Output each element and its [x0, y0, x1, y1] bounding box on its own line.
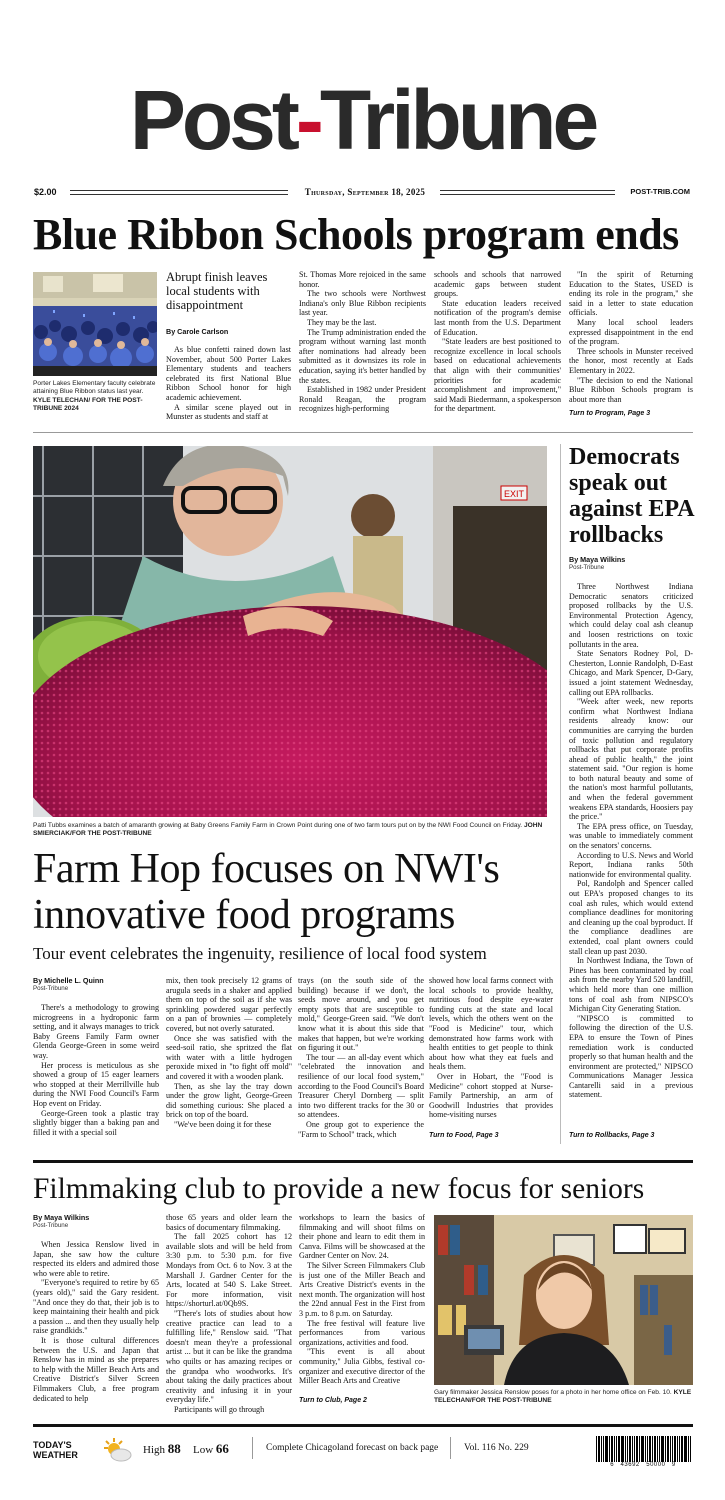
- partly-sunny-icon: [100, 1436, 134, 1464]
- barcode-bar: [645, 1436, 646, 1462]
- farm-hop-col2: [166, 976, 292, 1130]
- barcode-bar: [661, 1436, 664, 1462]
- farm-hop-jump[interactable]: Turn to Food, Page 3: [429, 1132, 499, 1139]
- renslow-caption-text: Gary filmmaker Jessica Renslow poses for a photo in her home office on Feb. 10.: [434, 1389, 672, 1396]
- epa-jump[interactable]: Turn to Rollbacks, Page 3: [569, 1132, 655, 1139]
- paragraph: "State leaders are best positioned to recognize excellence in local schools based on educational achievements that align with their communities' priorities for academic accomplishment and improvement," said Madi Biedermann, a spokesperson for the department.: [434, 337, 561, 414]
- paragraph: Three Northwest Indiana Democratic senators criticized proposed rollbacks by the U.S. Environmental Protection Agency, which could delay coal ash cleanup and loosen restrictions on toxic pollutants in the area.: [569, 582, 693, 649]
- barcode-bar: [659, 1436, 660, 1462]
- film-jump[interactable]: Turn to Club, Page 2: [299, 1397, 367, 1404]
- barcode-bar: [605, 1436, 608, 1462]
- blue-ribbon-col4: [569, 270, 693, 404]
- paragraph: When Jessica Renslow lived in Japan, she saw how the culture respected its elders and admired those who were able to retire.: [33, 1240, 159, 1278]
- paragraph: workshops to learn the basics of filmmaking and will shoot films on their phone and learn to edit them in Canva. Films will be showcased at the Gardner Center on Nov. 24.: [299, 1213, 425, 1261]
- porter-lakes-credit: KYLE TELECHAN/ FOR THE POST-TRIBUNE 2024: [33, 396, 143, 413]
- high-temp-block: [143, 1441, 181, 1457]
- footer-divider: [450, 1437, 451, 1459]
- paragraph: Then, as she lay the tray down under the grow light, George-Green did something curious: She placed a brick on top of the board.: [166, 1081, 292, 1120]
- porter-lakes-caption-text: Porter Lakes Elementary faculty celebrate attaining Blue Ribbon status last year.: [33, 380, 156, 396]
- barcode-bar: [652, 1436, 653, 1462]
- paragraph: As blue confetti rained down last November, about 500 Porter Lakes Elementary students and teachers celebrated its first National Blue Ribbon School honor for high academic achievement.: [166, 345, 291, 402]
- paragraph: Over in Hobart, the "Food is Medicine" cohort stopped at Nurse-Family Partnership, an arm of Goodwill Industries that provides home-visiting nurses: [429, 1071, 553, 1120]
- paragraph: The two schools were Northwest Indiana's only Blue Ribbon recipients last year.: [299, 289, 426, 318]
- barcode-bar: [629, 1436, 631, 1462]
- film-byline: By Maya Wilkins: [33, 1213, 90, 1222]
- dateline-rule-left: [70, 190, 288, 195]
- farm-hop-byline-block: [33, 976, 104, 992]
- paragraph: It is those cultural differences between the U.S. and Japan that Renslow has in mind as she prepares to help with the Miller Beach Arts and Creative District's Silver Screen Filmmakers Club, a free program dedicated to help: [33, 1335, 159, 1403]
- farm-hop-byline-org: Post-Tribune: [33, 985, 69, 992]
- epa-headline[interactable]: Democrats speak out against EPA rollbacks: [569, 444, 694, 548]
- barcode-bar: [681, 1436, 683, 1462]
- paragraph: schools and schools that narrowed academic gaps between student groups.: [434, 270, 561, 299]
- paragraph: State Senators Rodney Pol, D-Chesterton, Lonnie Randolph, D-East Chicago, and Mark Spencer, D-Gary, issued a joint statement Wednesday, calling out EPA rollbacks.: [569, 649, 693, 697]
- forecast-note[interactable]: Complete Chicagoland forecast on back page: [266, 1443, 439, 1453]
- paragraph: There's a methodology to growing microgreens in a hydroponic farm setting, and it always manages to trick Baby Greens Family Farm owner Glenda George-Green in some weird way.: [33, 1003, 159, 1060]
- film-top-rule: [33, 1160, 693, 1163]
- low-label: Low: [193, 1444, 214, 1456]
- weather-label-line2: WEATHER: [33, 1450, 78, 1460]
- paragraph: those 65 years and older learn the basics of documentary filmmaking.: [166, 1213, 292, 1232]
- farm-hop-col4: [429, 976, 553, 1120]
- paragraph: "In the spirit of Returning Education to the States, USED is ending its role in the program," she said in a letter to state education officials.: [569, 270, 693, 318]
- film-col2: [166, 1213, 292, 1414]
- rail-divider: [560, 444, 561, 1144]
- film-byline-block: [33, 1213, 89, 1229]
- barcode-bar: [609, 1436, 610, 1462]
- epa-byline: By Maya Wilkins: [569, 555, 626, 564]
- paragraph: The EPA press office, on Tuesday, was unable to immediately comment on the senators' concerns.: [569, 821, 693, 851]
- barcode-bar: [647, 1436, 648, 1462]
- paragraph: The tour — an all-day event which "celebrated the innovation and resilience of our local food system," according to the Food Council's Board Treasurer Cheryl Dornberg — split into two different tracks for the 30 or so attendees.: [298, 1052, 424, 1120]
- paragraph: Once she was satisfied with the seed-soil ratio, she spritzed the flat with water with a little hydrogen peroxide mixed in "to fight off mold" and covered it with a wooden plank.: [166, 1033, 292, 1081]
- barcode-bar: [614, 1436, 615, 1462]
- masthead-title-part2: Tribune: [319, 73, 596, 167]
- paragraph: George-Green took a plastic tray slightly bigger than a baking pan and filled it with a special soil: [33, 1108, 159, 1137]
- renslow-caption: [434, 1389, 693, 1406]
- paragraph: State education leaders received notification of the program's demise last month from the U.S. Department of Education.: [434, 298, 561, 337]
- barcode-bar: [601, 1436, 602, 1462]
- blue-ribbon-col2: [299, 270, 426, 414]
- renslow-photo: [434, 1215, 693, 1385]
- barcode-bar: [627, 1436, 628, 1462]
- barcode-bar: [636, 1436, 638, 1462]
- barcode-bar: [611, 1436, 613, 1462]
- barcode-bar: [639, 1436, 640, 1462]
- barcode-bar: [621, 1436, 624, 1462]
- barcode-bar: [665, 1436, 666, 1462]
- farm-hop-headline[interactable]: Farm Hop focuses on NWI's innovative food programs: [33, 846, 500, 938]
- barcode-bar: [596, 1436, 597, 1462]
- paragraph: showed how local farms connect with local schools to provide healthy, nutritious food despite eye-water funding cuts at the state and local levels, which the others went on the "Food is Medicine" tour, which demonstrated how farms work with health entities to get people to think about how what they eat fuels and heals them.: [429, 976, 553, 1072]
- paragraph: According to U.S. News and World Report, Indiana ranks 50th nationwide for environmental quality.: [569, 850, 693, 879]
- issue-date: Thursday, September 18, 2025: [304, 187, 426, 197]
- footer-divider: [252, 1437, 253, 1459]
- barcode-bar: [672, 1436, 673, 1462]
- paragraph: "Everyone's required to retire by 65 (years old)," said the Gary resident. "And once they do that, their job is to keep maintaining their health and pick a passion ... and then they usually help raise grandkids.": [33, 1278, 159, 1336]
- paragraph: Participants will go through: [174, 1404, 265, 1414]
- barcode-bar: [674, 1436, 676, 1462]
- barcode-bar: [641, 1436, 644, 1462]
- barcode-bar: [603, 1436, 604, 1462]
- amaranth-caption-text: Patti Tubbs examines a batch of amaranth growing at Baby Greens Family Farm in Crown Point during one of two farm tours put on by the NWI Food Council on Friday.: [33, 822, 523, 829]
- paragraph: A similar scene played out in Munster as students and staff at: [166, 402, 291, 422]
- paragraph: Established in 1982 under President Ronald Reagan, the program recognizes high-performing: [299, 385, 426, 414]
- film-col3: [299, 1213, 425, 1386]
- paragraph: Three schools in Munster received the honor, most recently at Eads Elementary in 2022.: [569, 346, 693, 375]
- price: $2.00: [34, 187, 57, 197]
- barcode-digits: 6 43692 50000 9: [610, 1462, 676, 1468]
- barcode-bar: [677, 1436, 678, 1462]
- website[interactable]: POST-TRIB.COM: [630, 187, 690, 196]
- low-temp: 66: [215, 1441, 229, 1456]
- volume-number: Vol. 116 No. 229: [464, 1443, 529, 1453]
- paragraph: "NIPSCO is committed to following the direction of the U.S. EPA to ensure the Town of Pines remediation work is conducted properly so that human health and the environment are protected," NIPSCO Communications Manager Jessica Cantarelli said in a previous statement.: [569, 1013, 693, 1100]
- barcode-bar: [667, 1436, 669, 1462]
- barcode-bar: [618, 1436, 620, 1462]
- dateline-rule-right: [440, 190, 615, 195]
- barcode-bar: [632, 1436, 633, 1462]
- barcode-bar: [598, 1436, 600, 1462]
- paragraph: "The decision to end the National Blue Ribbon Schools program is about more than: [569, 375, 693, 404]
- paragraph: They may be the last.: [307, 317, 377, 327]
- paragraph: "There's lots of studies about how creative practice can lead to a fulfilling life," Renslow said. "That doesn't mean they're a professional artist ... but it can be like the grandma who quilts or has amazing recipes or the grandpa who woodworks. It's about taking the daily practices about creativity and infusing it in your everyday life.": [166, 1308, 292, 1405]
- renslow-credit: KYLE TELECHAN/FOR THE POST-TRIBUNE: [434, 1389, 692, 1405]
- porter-lakes-caption: [33, 380, 159, 414]
- farm-hop-col3: [298, 976, 424, 1139]
- masthead-title-part1: Post: [129, 73, 296, 167]
- blue-ribbon-byline: By Carole Carlson: [166, 327, 229, 336]
- blue-ribbon-jump[interactable]: Turn to Program, Page 3: [569, 410, 651, 417]
- barcode: [596, 1436, 693, 1462]
- barcode-bar: [616, 1436, 617, 1462]
- paragraph: trays (on the south side of the building) because if we don't, the seeds move around, and you get empty spots that are susceptible to mold," George-Green said. "We don't know what it is about this side that makes that happen, but we're working on figuring it out.": [298, 976, 424, 1053]
- weather-label: [33, 1440, 78, 1460]
- masthead-dash: -: [295, 73, 320, 167]
- high-label: High: [143, 1444, 165, 1456]
- barcode-bar: [649, 1436, 651, 1462]
- barcode-bar: [688, 1436, 689, 1462]
- paragraph: The Trump administration ended the program without warning last month after nominations had already been submitted as it downsizes its role in education, saying it's better handled by the states.: [299, 327, 426, 385]
- farm-hop-byline: By Michelle L. Quinn: [33, 976, 104, 985]
- farm-hop-deck: Tour event celebrates the ingenuity, resilience of local food system: [33, 944, 487, 963]
- section-divider: [33, 432, 693, 433]
- paragraph: Her process is meticulous as she showed a group of 15 eager learners who stopped at their Merrillville hub during the NWI Food Council's Farm Hop event on Friday.: [33, 1060, 159, 1108]
- film-col1: [33, 1240, 159, 1403]
- exit-sign-text: EXIT: [503, 489, 525, 499]
- weather-label-line1: TODAY'S: [33, 1440, 72, 1450]
- paragraph: "Week after week, new reports confirm what Northwest Indiana residents already know: our communities are carrying the burden of toxic pollution and regulatory rollbacks that put corporate profits ahead of public health," the joint statement said. "Our region is home to both natural beauty and some of the nation's most harmful pollutants, and when the federal government weakens EPA standards, Hoosiers pay the price.": [569, 697, 693, 822]
- high-temp: 88: [167, 1441, 181, 1456]
- footer-top-rule: [33, 1424, 693, 1427]
- epa-byline-block: [569, 555, 625, 571]
- barcode-bar: [690, 1436, 691, 1462]
- paragraph: Many local school leaders expressed disappointment in the end of the program.: [569, 317, 693, 347]
- amaranth-caption: [33, 822, 547, 839]
- paragraph: One group got to experience the "Farm to School" track, which: [298, 1119, 424, 1139]
- barcode-bar: [634, 1436, 635, 1462]
- barcode-bar: [684, 1436, 687, 1462]
- paragraph: The fall 2025 cohort has 12 available slots and will be held from 3:30 p.m. to 5:30 p.m. for five Mondays from Oct. 6 to Nov. 3 at the Marshall J. Gardner Center for the Arts, located at 540 S. Lake Street. For more information, visit https://shorturl.at/0Qb9S.: [166, 1232, 292, 1309]
- paragraph: "This event is all about community," Julia Gibbs, festival co-organizer and executive director of the Miller Beach Arts and Creative: [299, 1347, 425, 1386]
- masthead-logo: [0, 73, 725, 167]
- porter-lakes-photo: [33, 272, 157, 376]
- amaranth-photo: [33, 446, 547, 817]
- barcode-bar: [657, 1436, 658, 1462]
- epa-body: [569, 582, 693, 1100]
- paragraph: "We've been doing it for these: [174, 1119, 272, 1129]
- film-headline[interactable]: Filmmaking club to provide a new focus for seniors: [33, 1173, 645, 1205]
- barcode-bar: [670, 1436, 671, 1462]
- blue-ribbon-headline[interactable]: Blue Ribbon Schools program ends: [33, 210, 679, 259]
- paragraph: Pol, Randolph and Spencer called out EPA's proposed changes to its coal ash rules, which would extend compliance deadlines for monitoring and cleaning up the coal byproduct. If the compliance deadlines are extended, coal plant owners could stall clean up past 2030.: [569, 879, 693, 956]
- epa-byline-org: Post-Tribune: [569, 564, 605, 571]
- film-byline-org: Post-Tribune: [33, 1222, 69, 1229]
- low-temp-block: [193, 1441, 229, 1457]
- barcode-bar: [625, 1436, 626, 1462]
- amaranth-credit: JOHN SMIERCIAK/FOR THE POST-TRIBUNE: [33, 822, 543, 838]
- blue-ribbon-col1: [166, 345, 291, 422]
- barcode-bar: [654, 1436, 656, 1462]
- paragraph: In Northwest Indiana, the Town of Pines has been contaminated by coal ash from the nearby Yard 520 landfill, which held more than one million tons of coal ash from NIPSCO's Michigan City Generating Station.: [569, 956, 693, 1014]
- paragraph: mix, then took precisely 12 grams of arugula seeds in a shaker and applied them on top of the soil as if she was sprinkling powdered sugar perfectly on a pan of brownies — completely covered, but not overly saturated.: [166, 976, 292, 1033]
- paragraph: St. Thomas More rejoiced in the same honor.: [299, 270, 426, 289]
- paragraph: The Silver Screen Filmmakers Club is just one of the Miller Beach and Arts Creative District's events in the next month. The organization will host the 22nd annual Fest in the First from 3 p.m. to 8 p.m. on Saturday.: [299, 1260, 425, 1318]
- paragraph: The free festival will feature live performances from various organizations, activities and food.: [299, 1318, 425, 1347]
- barcode-bar: [679, 1436, 680, 1462]
- blue-ribbon-subhead: Abrupt finish leaves local students with disappointment: [166, 270, 268, 312]
- farm-hop-col1: [33, 1003, 159, 1137]
- blue-ribbon-col3: [434, 270, 561, 414]
